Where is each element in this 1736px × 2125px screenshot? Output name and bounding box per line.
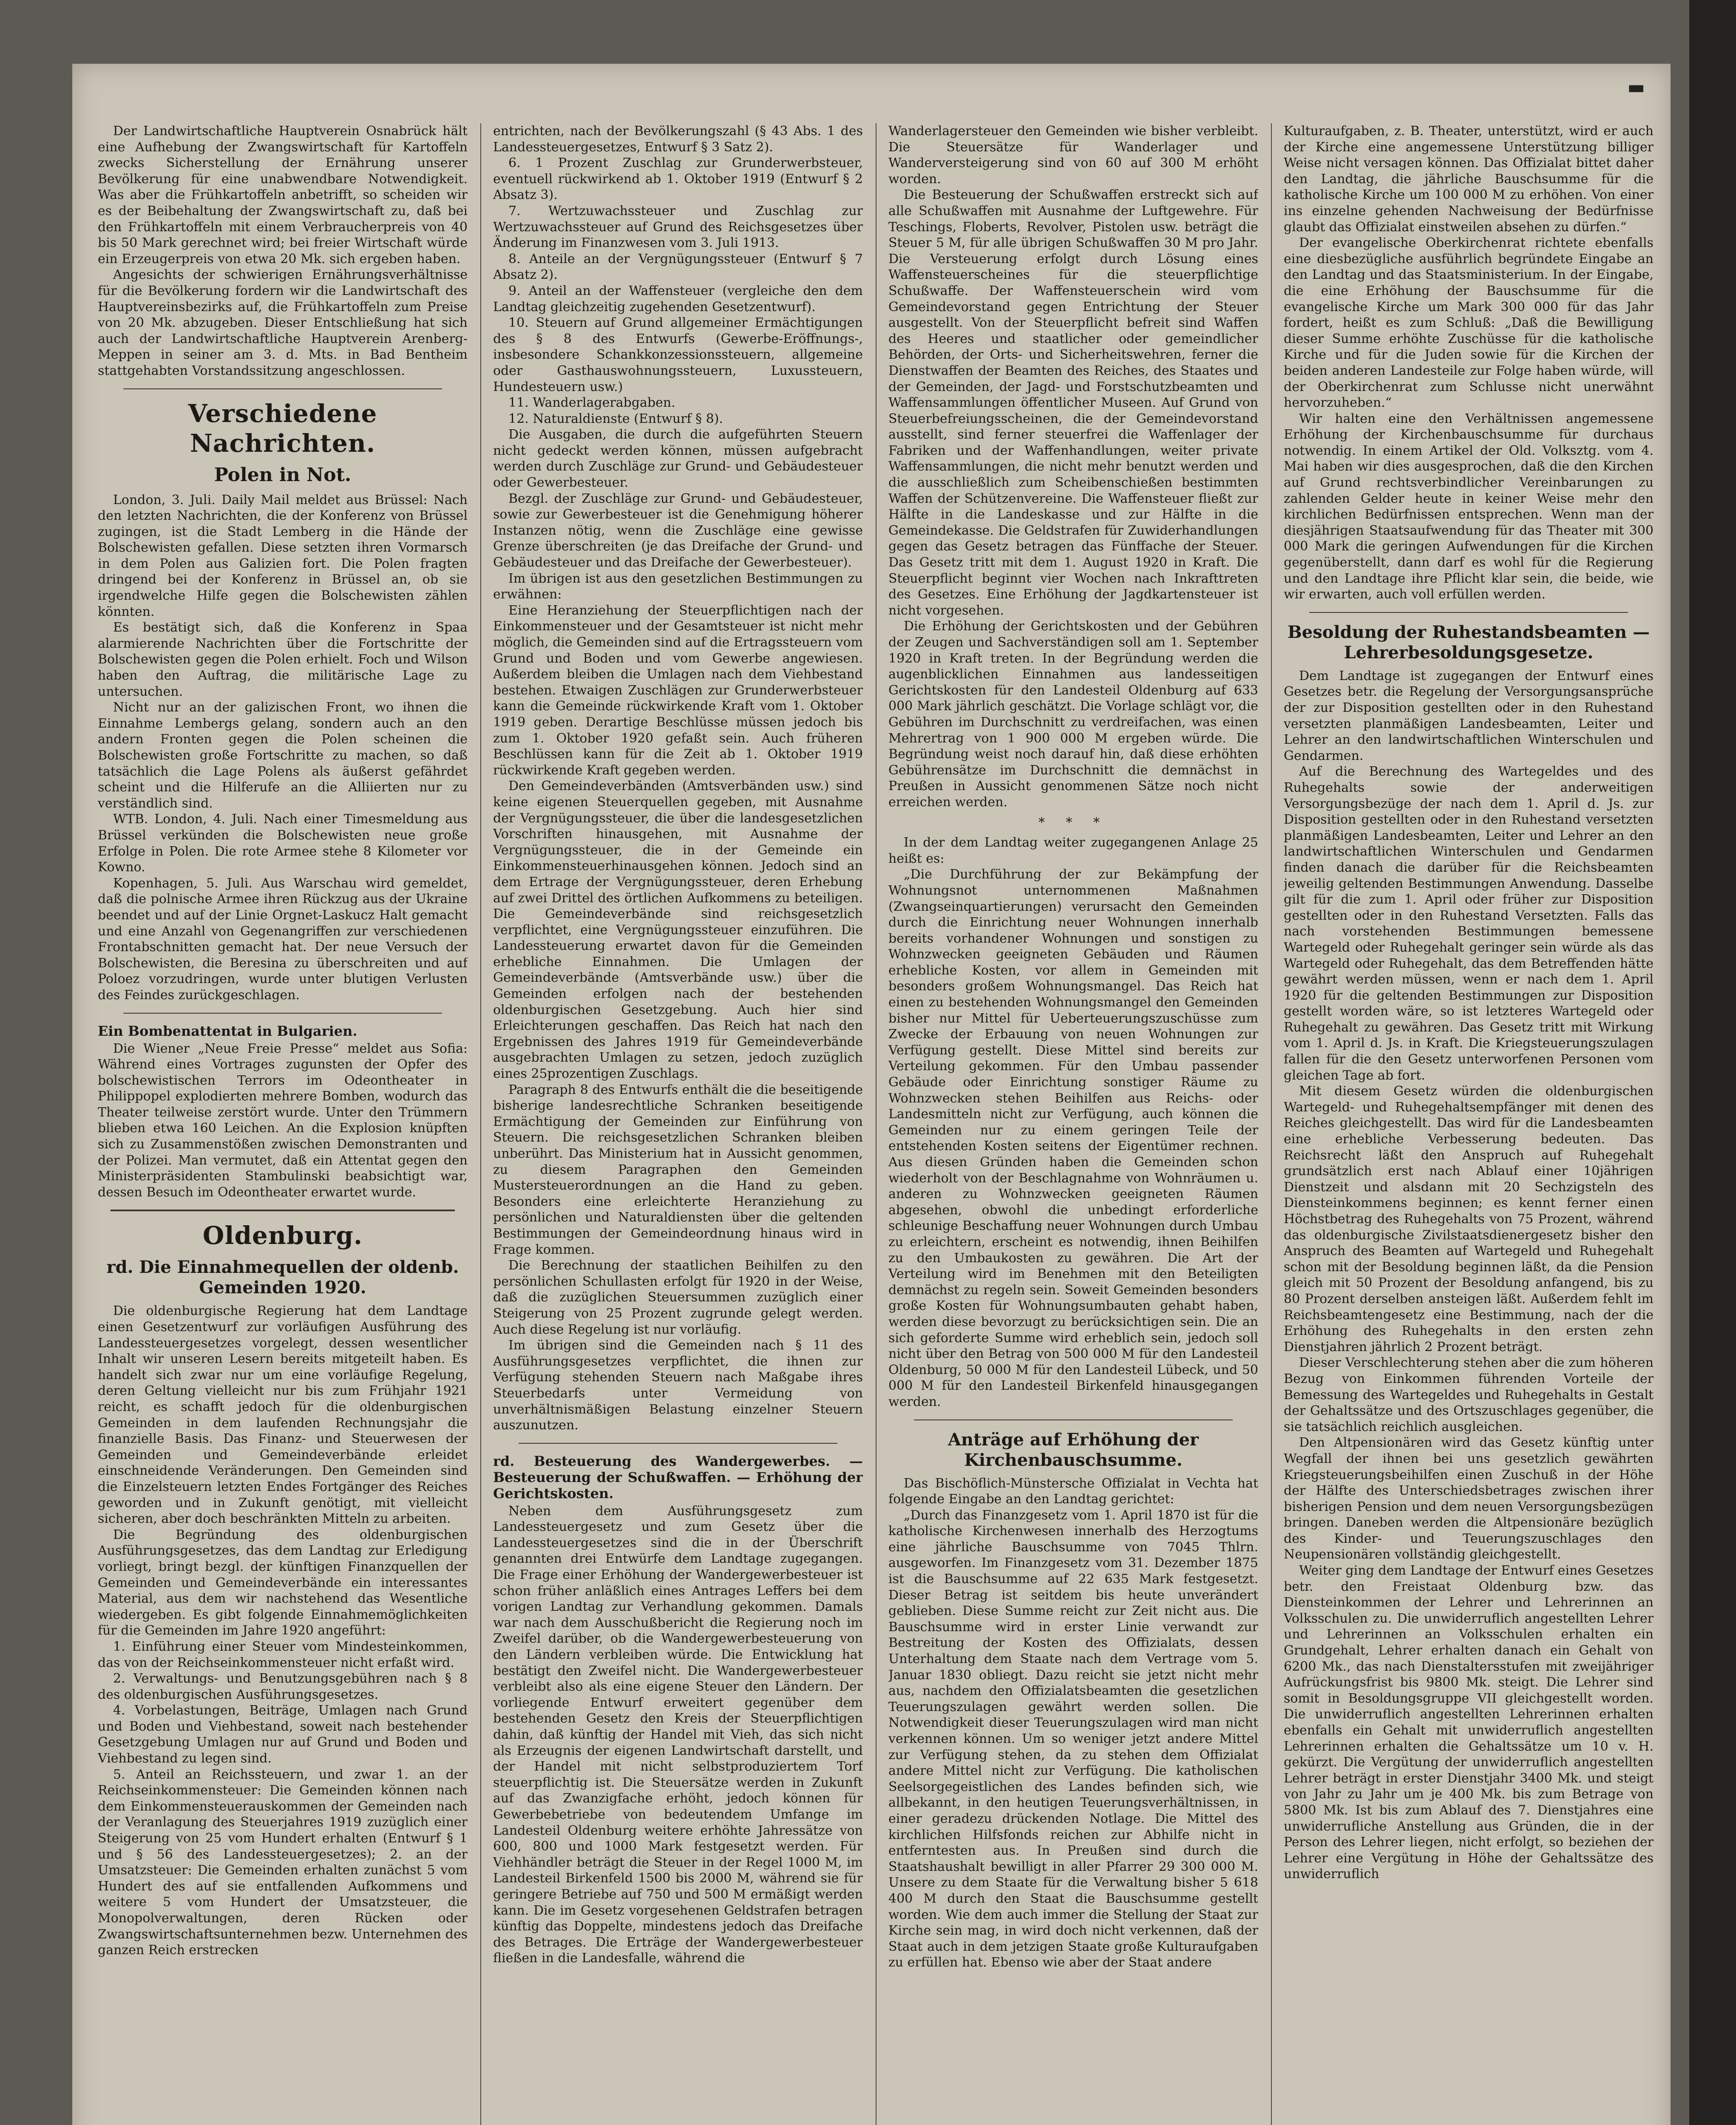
article-heading: rd. Besteuerung des Wandergewerbes. — Besteuerung der Schußwaffen. — Erhöhung der Gerichtskosten. [493,1453,863,1502]
article-paragraph: 11. Wanderlagerabgaben. [508,395,675,411]
article-heading: Anträge auf Erhöhung der Kirchenbauschsumme. [947,1429,1199,1470]
article-paragraph: Der Landwirtschaftliche Hauptverein Osnabrück hält eine Aufhebung der Zwangswirtschaft für Kartoffeln zwecks Sicherstellung der Ernährung unserer Bevölkerung für eine unabwendbare Notwendigkeit. Was aber die Frühkartoffeln anbetrifft, so scheiden wir es der Beibehaltung der Zwangswirtschaft zu, daß bei den Frühkartoffeln mit einem Verbraucherpreis von 40 bis 50 Mark gerechnet wird; bei freier Wirtschaft würde ein Erzeugerpreis von etwa 20 Mk. sich ergeben haben. [98,124,468,266]
column-4 [1284,123,1654,2125]
article-paragraph: 8. Anteile an der Vergnügungssteuer (Entwurf § 7 Absatz 2). [493,251,863,283]
article-paragraph: Im übrigen ist aus den gesetzlichen Bestimmungen zu erwähnen: [493,571,863,602]
article-paragraph: Die Berechnung der staatlichen Beihilfen zu den persönlichen Schullasten erfolgt für 1920 in der Weise, daß die zuzüglichen Steuersummen zuzüglich einer Steigerung von 25 Prozent zugrunde gelegt werden. Auch diese Regelung ist nur vorläufig. [493,1258,863,1337]
article-paragraph: 12. Naturaldienste (Entwurf § 8). [508,411,723,426]
article-paragraph: 9. Anteil an der Waffensteuer (vergleiche den dem Landtag gleichzeitig zugehenden Gesetzentwurf). [493,283,863,314]
article-paragraph: 7. Wertzuwachssteuer und Zuschlag zur Wertzuwachssteuer auf Grund des Reichsgesetzes über Änderung im Finanzwesen vom 3. Juli 1913. [493,203,863,251]
article-paragraph: Paragraph 8 des Entwurfs enthält die die beseitigende bisherige landesrechtliche Schranken beseitigende Ermächtigung der Gemeinden zur Einführung von Steuern. Die reichsgesetzlichen Schranken bleiben unberührt. Das Ministerium hat in Aussicht genommen, zu diesem Paragraphen den Gemeinden Mustersteuerordnungen an die Hand zu geben. Besonders eine erleichterte Heranziehung zu persönlichen und Naturaldiensten über die geltenden Bestimmungen der Gemeindeordnung hinaus wird in Frage kommen. [493,1082,863,1257]
article-paragraph: Der evangelische Oberkirchenrat richtete ebenfalls eine diesbezügliche ausführlich begründete Eingabe an den Landtag und das Staatsministerium. In der Eingabe, die eine Erhöhung der Bauschsumme für die evangelische Kirche um Mark 300 000 für das Jahr fordert, heißt es zum Schluß: „Daß die Bewilligung dieser Summe erhöhte Zuschüsse für die katholische Kirche und für die Juden sowie für die Kirchen der beiden anderen Landesteile zur Folge haben würde, will der Oberkirchenrat zum Schlusse nicht unerwähnt hervorzuheben.“ [1284,235,1654,411]
article-paragraph: Dem Landtage ist zugegangen der Entwurf eines Gesetzes betr. die Regelung der Versorgungsansprüche der zur Disposition gestellten oder in den Ruhestand versetzten planmäßigen Landesbeamten, Leiter und Lehrer an den landwirtschaftlichen Winterschulen und Gendarmen. [1284,668,1654,763]
newspaper-page [72,64,1671,2125]
page-edge-mark: ▬ [1627,76,1645,98]
article-paragraph: Im übrigen sind die Gemeinden nach § 11 des Ausführungsgesetzes verpflichtet, die ihnen zur Verfügung stehenden Steuern nach Maßgabe ihres Steuerbedarfs unter Vermeidung von unverhältnismäßigen Belastung einzelner Steuern auszunutzen. [493,1338,863,1433]
article-paragraph: Das Bischöflich-Münstersche Offizialat in Vechta hat folgende Eingabe an den Landtag gerichtet: [888,1476,1258,1507]
article-paragraph: Die Erhöhung der Gerichtskosten und der Gebühren der Zeugen und Sachverständigen soll am 1. September 1920 in Kraft treten. In der Begründung werden die augenblicklichen Einnahmen aus landesseitigen Gerichtskosten für den Landesteil Oldenburg auf 633 000 Mark jährlich geschätzt. Die Vorlage schlägt vor, die Gebühren im Durchschnitt zu verdreifachen, was einen Mehrertrag von 1 900 000 M ergeben würde. Die Begründung weist noch darauf hin, daß diese erhöhten Gebührensätze im Durchschnitt die demnächst in Preußen in Aussicht genommenen Sätze noch nicht erreichen werden. [888,619,1258,810]
article-heading: rd. Die Einnahmequellen der oldenb. Gemeinden 1920. [106,1257,459,1298]
column-3 [888,123,1258,2125]
article-paragraph: Kopenhagen, 5. Juli. Aus Warschau wird gemeldet, daß die polnische Armee ihren Rückzug aus der Ukraine beendet und auf der Linie Orgnet-Laskucz Halt gemacht und eine Anzahl von Gegenangriffen zur verschiedenen Frontabschnitten gemacht hat. Der neue Versuch der Bolschewisten, die Beresina zu überschreiten und auf Poloez vorzudringen, wurde unter blutigen Verlusten des Feindes zurückgeschlagen. [98,876,468,1003]
article-paragraph: Nicht nur an der galizischen Front, wo ihnen die Einnahme Lembergs gelang, sondern auch an den andern Fronten gegen die Polen scheinen die Bolschewisten große Fortschritte zu machen, so daß tatsächlich die Lage Polens als äußerst gefährdet scheint und die Hilferufe an die Alliierten nur zu verständlich sind. [98,700,468,811]
article-paragraph: „Die Durchführung der zur Bekämpfung der Wohnungsnot unternommenen Maßnahmen (Zwangseinquartierungen) verursacht den Gemeinden durch die Einrichtung neuer Wohnungen innerhalb bereits vorhandener Wohnungen und sonstigen zu Wohnzwecken geeigneten Gebäuden und Räumen erhebliche Kosten, vor allem in Gemeinden mit besonders großem Wohnungsmangel. Das Reich hat einen zu bestehenden Wohnungsmangel den Gemeinden bisher nur Mittel für Ueberteuerungszuschüsse zum Zwecke der Erbauung von neuen Wohnungen zur Verfügung gestellt. Diese Mittel sind bereits zur Verteilung gekommen. Für den Umbau passender Gebäude oder Einrichtung sonstiger Räume zu Wohnzwecken stehen Beihilfen aus Reichs- oder Landesmitteln nicht zur Verfügung, auch können die Gemeinden nur zu einem geringen Teile der entstehenden Kosten seitens der Eigentümer rechnen. Aus diesen Gründen haben die Gemeinden schon wiederholt von der Beschlagnahme von Wohnräumen u. anderen zu Wohnzwecken geeigneten Räumen abgesehen, obwohl die unbedingt erforderliche schleunige Beschaffung neuer Wohnungen durch Umbau zu erleichtern, erscheint es notwendig, ihnen Beihilfen zu den Umbaukosten zu gewähren. Die Art der Verteilung wird im Benehmen mit den Beteiligten demnächst zu regeln sein. Soweit Gemeinden besonders große Kosten für Wohnungsumbauten gehabt haben, werden diese bevorzugt zu berücksichtigen sein. Die an sich geforderte Summe wird erheblich sein, jedoch soll nicht über den Betrag von 500 000 M für den Landesteil Oldenburg, 50 000 M für den Landesteil Lübeck, und 50 000 M für den Landesteil Birkenfeld hinausgegangen werden. [888,867,1258,1409]
scan-edge [1689,0,1736,2125]
article-paragraph: WTB. London, 4. Juli. Nach einer Timesmeldung aus Brüssel verkünden die Bolschewisten neue große Erfolge in Polen. Die rote Armee stehe 8 Kilometer vor Kowno. [98,812,468,875]
article-paragraph: Eine Heranziehung der Steuerpflichtigen nach der Einkommensteuer und der Gesamtsteuer ist nicht mehr möglich, die Gemeinden sind auf die Ertragssteuern vom Grund und Boden und vom Gewerbe angewiesen. Außerdem bleiben die Umlagen nach dem Viehbestand bestehen. Etwaigen Zuschlägen zur Grunderwerbsteuer kann die Gemeinde rückwirkende Kraft vom 1. Oktober 1919 geben. Derartige Beschlüsse müssen jedoch bis zum 1. Oktober 1920 gefaßt sein. Auch früheren Beschlüssen kann für die Zeit ab 1. Oktober 1919 rückwirkende Kraft gegeben werden. [493,603,863,778]
section-heading: Verschiedene Nachrichten. [188,399,377,458]
article-paragraph: 5. Anteil an Reichssteuern, und zwar 1. an der Reichseinkommensteuer: Die Gemeinden können nach dem Einkommensteuerauskommen der Gemeinden nach der Veranlagung des Steuerjahres 1919 zuzüglich einer Steigerung von 25 vom Hundert erhalten (Entwurf § 1 und § 56 des Landessteuergesetzes); 2. an der Umsatzsteuer: Die Gemeinden erhalten zunächst 5 vom Hundert des auf sie entfallenden Aufkommens und weitere 5 vom Hundert der Umsatzsteuer, die Monopolverwaltungen, deren Rücken oder Zwangswirtschaftsunternehmen bezw. Unternehmen des ganzen Reich erstrecken [98,1767,468,1958]
article-paragraph: Die Ausgaben, die durch die aufgeführten Steuern nicht gedeckt werden können, müssen aufgebracht werden durch Zuschläge zur Grund- und Gebäudesteuer oder Gewerbesteuer. [493,427,863,490]
article-paragraph: Die oldenburgische Regierung hat dem Landtage einen Gesetzentwurf zur vorläufigen Ausführung des Landessteuergesetzes vorgelegt, dessen wesentlicher Inhalt wir unseren Lesern bereits mitgeteilt haben. Es handelt sich zwar nur um eine vorläufige Regelung, deren Geltung vielleicht nur bis zum Frühjahr 1921 reicht, es schafft jedoch für die oldenburgischen Gemeinden in dem laufenden Rechnungsjahr die finanzielle Basis. Das Finanz- und Steuerwesen der Gemeinden und Gemeindeverbände erleidet einschneidende Veränderungen. Den Gemeinden sind die Einzelsteuern letzten Endes Fortgänger des Reiches geworden und in Zukunft genötigt, mit vielleicht sicheren, aber doch beschränkten Mitteln zu arbeiten. [98,1303,468,1527]
article-paragraph: 6. 1 Prozent Zuschlag zur Grunderwerbsteuer, eventuell rückwirkend ab 1. Oktober 1919 (Entwurf § 2 Absatz 3). [493,156,863,203]
article-paragraph: Die Begründung des oldenburgischen Ausführungsgesetzes, das dem Landtag zur Erledigung vorliegt, bringt bezgl. der künftigen Finanzquellen der Gemeinden und Gemeindeverbände ein interessantes Material, aus dem wir nachstehend das Wesentliche wiedergeben. Es gibt folgende Einnahmemöglichkeiten für die Gemeinden im Jahre 1920 angeführt: [98,1527,468,1638]
article-paragraph: entrichten, nach der Bevölkerungszahl (§ 43 Abs. 1 des Landessteuergesetzes, Entwurf § 3 Satz 2). [493,124,863,155]
article-heading: Ein Bombenattentat in Bulgarien. [98,1023,357,1039]
separator [519,1443,837,1444]
article-heading: Polen in Not. [214,464,352,486]
article-paragraph: Auf die Berechnung des Wartegeldes und des Ruhegehalts sowie der anderweitigen Versorgungsbezüge der nach dem 1. April d. Js. zur Disposition gestellten oder in den Ruhestand versetzten planmäßigen Landesbeamten, Leiter und Lehrer an den landwirtschaftlichen Winterschulen und Gendarmen finden danach die darüber für die Reichsbeamten jeweilig geltenden Bestimmungen Anwendung. Dasselbe gilt für die zum 1. April oder früher zur Disposition gestellten oder in den Ruhestand Versetzten. Falls das nach vorstehenden Bestimmungen bemessene Wartegeld oder Ruhegehalt geringer sein würde als das Wartegeld oder Ruhegehalt, das dem Betreffenden hätte gewährt werden müssen, wenn er nach dem 1. April 1920 für die geltenden Bestimmungen zur Disposition gestellt worden wäre, so ist letzteres Wartegeld oder Ruhegehalt zu gewähren. Das Gesetz tritt mit Wirkung vom 1. April d. Js. in Kraft. Die Kriegsteuerungszulagen fallen für die den Gesetz unterworfenen Personen vom gleichen Tage ab fort. [1284,764,1654,1083]
article-paragraph: London, 3. Juli. Daily Mail meldet aus Brüssel: Nach den letzten Nachrichten, die der Konferenz von Brüssel zugingen, ist die Stadt Lemberg in die Hände der Bolschewisten gefallen. Diese setzten ihren Vormarsch in dem Polen aus Galizien fort. Die Polen fragten dringend bei der Konferenz in Brüssel an, ob sie irgendwelche Hilfe gegen die Bolschewisten zählen könnten. [98,492,468,619]
article-paragraph: 4. Vorbelastungen, Beiträge, Umlagen nach Grund und Boden und Viehbestand, soweit nach bestehender Gesetzgebung Umlagen nur auf Grund und Boden und Viehbestand zu legen sind. [98,1703,468,1766]
column-rule [876,123,877,2125]
article-paragraph: Dieser Verschlechterung stehen aber die zum höheren Bezug von Einkommen führenden Vorteile der Bemessung des Wartegeldes und Ruhegehalts in Gestalt der Gehaltssätze und des Ortszuschlages gegenüber, die sie tatsächlich reichlich ausgleichen. [1284,1355,1654,1434]
column-2 [493,123,863,2125]
article-paragraph: Wanderlagersteuer den Gemeinden wie bisher verbleibt. Die Steuersätze für Wanderlager und Wanderversteigerung sind von 60 auf 300 M erhöht worden. [888,124,1258,187]
section-stars: * * * [1038,815,1109,830]
column-rule [1271,123,1272,2125]
article-paragraph: In der dem Landtag weiter zugegangenen Anlage 25 heißt es: [888,835,1258,866]
article-paragraph: 2. Verwaltungs- und Benutzungsgebühren nach § 8 des oldenburgischen Ausführungsgesetzes. [98,1671,468,1702]
separator [1309,612,1628,613]
article-paragraph: Den Gemeindeverbänden (Amtsverbänden usw.) sind keine eigenen Steuerquellen gegeben, mit Ausnahme der Vergnügungssteuer, die über die landesgesetzlichen Vorschriften hinausgehen, mit Ausnahme der Vergnügungssteuer, die in der Gemeinde ein Einkommensteuerhinausgehen können. Jedoch sind an dem Ertrage der Vergnügungssteuer, deren Erhebung auf zwei Drittel des örtlichen Aufkommens zu beteiligen. Die Gemeindeverbände sind reichsgesetzlich verpflichtet, eine Vergnügungssteuer einzuführen. Die Landessteuerung erwartet davon für die Gemeinden erhebliche Einnahmen. Die Umlagen der Gemeindeverbände (Amtsverbände usw.) über die Gemeinden erfolgen nach der bestehenden oldenburgischen Gesetzgebung. Auch hier sind Erleichterungen geschaffen. Das Reich hat nach den Ergebnissen des Jahres 1919 für Gemeindeverbände ausgebrachten Umlagen zu setzen, jedoch zuzüglich eines 25prozentigen Zuschlags. [493,779,863,1082]
article-paragraph: Neben dem Ausführungsgesetz zum Landessteuergesetz und zum Gesetz über die Landessteuergesetzes sind die in der Überschrift genannten drei Entwürfe dem Landtage zugegangen. Die Frage einer Erhöhung der Wandergewerbesteuer ist schon früher anläßlich eines Antrages Leffers bei dem vorigen Landtag zur Verhandlung gekommen. Damals war nach dem Ausschußbericht die Regierung noch im Zweifel darüber, ob die Wandergewerbesteuerung von den Ländern verbleiben würde. Die Entwicklung hat bestätigt den Zweifel nicht. Die Wandergewerbesteuer verbleibt also als eine eigene Steuer den Ländern. Der vorliegende Entwurf erweitert gegenüber dem bestehenden Gesetz den Kreis der Steuerpflichtigen dahin, daß künftig der Handel mit Vieh, das sich nicht als Erzeugnis der eigenen Landwirtschaft darstellt, und der Handel mit nicht selbstproduziertem Torf steuerpflichtig ist. Die Steuersätze werden in Zukunft auf das Zwanzigfache erhöht, jedoch können für Gewerbebetriebe von bedeutendem Umfange im Landesteil Oldenburg weitere erhöhte Jahressätze von 600, 800 und 1000 Mark festgesetzt werden. Für Viehhändler beträgt die Steuer in der Regel 1000 M, im Landesteil Birkenfeld 1500 bis 2000 M, während sie für geringere Betriebe auf 750 und 500 M ermäßigt werden kann. Die im Gesetz vorgesehenen Geldstrafen betragen künftig das Doppelte, mindestens jedoch das Dreifache des Betrages. Die Erträge der Wandergewerbesteuer fließen in die Landesfalle, während die [493,1503,863,1966]
column-rule [480,123,481,2125]
section-heading: Oldenburg. [202,1221,363,1250]
separator [123,388,442,389]
article-paragraph: „Durch das Finanzgesetz vom 1. April 1870 ist für die katholische Kirchenwesen innerhalb des Herzogtums eine jährliche Bauschsumme von 7045 Thlrn. ausgeworfen. Im Finanzgesetz vom 31. Dezember 1875 ist die Bauschsumme auf 22 635 Mark festgesetzt. Dieser Betrag ist seitdem bis heute unverändert geblieben. Diese Summe reicht zur Zeit nicht aus. Die Bauschsumme wird in erster Linie verwandt zur Bestreitung der Kosten des Offizialats, dessen Unterhaltung dem Staate nach dem Vertrage vom 5. Januar 1830 obliegt. Dazu reicht sie jetzt nicht mehr aus, nachdem den Offizialatsbeamten die gesetzlichen Teuerungszulagen gewährt werden sollen. Die Notwendigkeit dieser Teuerungszulagen wird man nicht verkennen können. Um so weniger jetzt andere Mittel zur Verfügung stehen, da zu stehen dem Offizialat andere Mittel nicht zur Verfügung. Die katholischen Seelsorgegeistlichen des Landes befinden sich, wie allbekannt, in den heutigen Teuerungsverhältnissen, in einer geradezu drückenden Notlage. Die Mittel des kirchlichen Hilfsfonds reichen zur Abhilfe nicht in entferntesten aus. In Preußen sind durch die Staatshaushalt bewilligt in aller Pfarrer 29 300 000 M. Unsere zu dem Staate für die Verwaltung bisher 5 618 400 M durch den Staat die Bauschsumme gestellt worden. Wie dem auch immer die Stellung der Staat zur Kirche sein mag, in wird doch nicht verkennen, daß der Staat auch in dem jetzigen Staate große Kulturaufgaben zu erfüllen hat. Ebenso wie aber der Staat andere [888,1507,1258,1970]
article-paragraph: Bezgl. der Zuschläge zur Grund- und Gebäudesteuer, sowie zur Gewerbesteuer ist die Genehmigung höherer Instanzen nötig, wenn die Zuschläge eine gewisse Grenze überschreiten (je das Dreifache der Grund- und Gebäudesteuer und das Dreifache der Gewerbesteuer). [493,491,863,570]
separator [111,1210,455,1211]
article-paragraph: Kulturaufgaben, z. B. Theater, unterstützt, wird er auch der Kirche eine angemessene Unterstützung billiger Weise nicht versagen können. Das Offizialat bittet daher den Landtag, die jährliche Bauschsumme für die katholische Kirche um 100 000 M zu erhöhen. Von einer ins einzelne gehenden Nachweisung der Bedürfnisse glaubt das Offizialat einstweilen absehen zu dürfen.“ [1284,124,1654,235]
article-paragraph: Die Besteuerung der Schußwaffen erstreckt sich auf alle Schußwaffen mit Ausnahme der Luftgewehre. Für Teschings, Floberts, Revolver, Pistolen usw. beträgt die Steuer 5 M, für alle übrigen Schußwaffen 30 M pro Jahr. Die Versteuerung erfolgt durch Lösung eines Waffensteuerscheines für die steuerpflichtige Schußwaffe. Der Waffensteuerschein wird vom Gemeindevorstand gegen Entrichtung der Steuer ausgestellt. Von der Steuerpflicht befreit sind Waffen des Heeres und staatlicher oder gemeindlicher Behörden, der Orts- und Sicherheitswehren, ferner die Dienstwaffen der Beamten des Reiches, des Staates und der Gemeinden, der Jagd- und Forstschutzbeamten und Waffensammlungen öffentlicher Museen. Auf Grund von Steuerbefreiungsscheinen, die der Gemeindevorstand ausstellt, sind ferner steuerfrei die Waffenlager der Fabriken und der Waffenhandlungen, weiter private Waffensammlungen, die nicht mehr benutzt werden und die ausschließlich zum Scheibenschießen bestimmten Waffen der Schützenvereine. Die Waffensteuer fließt zur Hälfte in die Landeskasse und zur Hälfte in die Gemeindekasse. Die Geldstrafen für Zuwiderhandlungen gegen das Gesetz betragen das Fünffache der Steuer. Das Gesetz tritt mit dem 1. August 1920 in Kraft. Die Steuerpflicht beginnt vier Wochen nach Inkrafttreten des Gesetzes. Eine Erhöhung der Jagdkartensteuer ist nicht vorgesehen. [888,187,1258,618]
article-paragraph: Den Altpensionären wird das Gesetz künftig unter Wegfall der ihnen bei uns gesetzlich gewährten Kriegsteuerungsbeihilfen einen Zuschuß in der Höhe der Hälfte des Unterschiedsbetrages zwischen ihrer bisherigen Pension und dem neuen Versorgungsbezügen bringen. Daneben werden die Altpensionäre bezüglich des Kinder- und Teuerungszuschlages den Neupensionären vollständig gleichgestellt. [1284,1435,1654,1562]
article-paragraph: Die Wiener „Neue Freie Presse“ meldet aus Sofia: Während eines Vortrages zugunsten der Opfer des bolschewistischen Terrors im Odeontheater in Philippopel explodierten mehrere Bomben, wodurch das Theater teilweise zerstört wurde. Unter den Trümmern blieben etwa 160 Leichen. An die Explosion knüpften sich zu Zusammenstößen zwischen Demonstranten und der Polizei. Man vermutet, daß ein Attentat gegen den Ministerpräsidenten Stambulinski beabsichtigt war, dessen Besuch im Odeontheater erwartet wurde. [98,1041,468,1200]
article-paragraph: Weiter ging dem Landtage der Entwurf eines Gesetzes betr. den Freistaat Oldenburg bzw. das Diensteinkommen der Lehrer und Lehrerinnen an Volksschulen zu. Die unwiderruflich angestellten Lehrer und Lehrerinnen an Volksschulen erhalten ein Grundgehalt, Lehrer erhalten danach ein Gehalt von 6200 Mk., das nach Dienstaltersstufen mit zweijähriger Aufrückungsfrist bis 9800 Mk. steigt. Die Lehrer sind somit in Besoldungsgruppe VII gleichgestellt worden. Die unwiderruflich angestellten Lehrerinnen erhalten ebenfalls ein Gehalt mit unwiderruflich angestellten Lehrerinnen erhalten die Gehaltssätze um 10 v. H. gekürzt. Die Vergütung der unwiderruflich angestellten Lehrer beträgt in erster Dienstjahr 3400 Mk. und steigt von Jahr zu Jahr um je 400 Mk. bis zum Betrage von 5800 Mk. Ist bis zum Ablauf des 7. Dienstjahres eine unwiderrufliche Anstellung aus Gründen, die in der Person des Lehrer liegen, nicht erfolgt, so beziehen der Lehrer eine Vergütung in Höhe der Gehaltssätze des unwiderruflich [1284,1563,1654,1882]
article-heading: Besoldung der Ruhestandsbeamten — Lehrerbesoldungsgesetze. [1287,622,1650,663]
article-paragraph: 1. Einführung einer Steuer vom Mindesteinkommen, das von der Reichseinkommensteuer nicht erfaßt wird. [98,1639,468,1670]
article-paragraph: 10. Steuern auf Grund allgemeiner Ermächtigungen des § 8 des Entwurfs (Gewerbe-Eröffnungs-, insbesondere Schankkonzessionssteuern, allgemeine oder Gasthauswohnungssteuern, Luxussteuern, Hundesteuern usw.) [493,315,863,394]
article-paragraph: Es bestätigt sich, daß die Konferenz in Spaa alarmierende Nachrichten über die Fortschritte der Bolschewisten gegen die Polen erhielt. Foch und Wilson haben den Auftrag, die militärische Lage zu untersuchen. [98,620,468,699]
separator [123,1013,442,1014]
article-paragraph: Mit diesem Gesetz würden die oldenburgischen Wartegeld- und Ruhegehaltsempfänger mit denen des Reiches gleichgestellt. Das wird für die Landesbeamten eine erhebliche Verbesserung bedeuten. Das Reichsrecht läßt den Anspruch auf Ruhegehalt grundsätzlich erst nach Ablauf einer 10jährigen Dienstzeit und alsdann mit 20 Sechzigsteln des Diensteinkommens beginnen; es kennt ferner einen Höchstbetrag des Ruhegehalts von 75 Prozent, während das oldenburgische Zivilstaatsdienergesetz bisher den Anspruch des Beamten auf Wartegeld und Ruhegehalt schon mit der Besoldung beginnen läßt, da die Pension gleich mit 50 Prozent der Besoldung anfangend, bis zu 80 Prozent derselben ansteigen läßt. Außerdem fehlt im Reichsbeamtengesetz eine Bestimmung, nach der die Erhöhung des Ruhegehalts in den ersten zehn Dienstjahren jährlich 2 Prozent beträgt. [1284,1084,1654,1354]
article-paragraph: Wir halten eine den Verhältnissen angemessene Erhöhung der Kirchenbauschsumme für durchaus notwendig. In einem Artikel der Old. Volksztg. vom 4. Mai haben wir dies ausgesprochen, daß die den Kirchen auf Grund rechtsverbindlicher Vereinbarungen zu zahlenden Gelder heute in keiner Weise mehr den kirchlichen Bedürfnissen entsprechen. Wenn man der diesjährigen Staatsaufwendung für das Theater mit 300 000 Mark die geringen Aufwendungen für die Kirchen gegenüberstellt, dann darf es wohl für die Regierung und den Landtage ihre Pflicht klar sein, die beide, wie wir erwarten, auch voll erfüllen werden. [1284,411,1654,602]
column-1 [98,123,468,2125]
article-paragraph: Angesichts der schwierigen Ernährungsverhältnisse für die Bevölkerung fordern wir die Landwirtschaft des Hauptvereinsbezirks auf, die Frühkartoffeln zum Preise von 20 Mk. abzugeben. Dieser Entschließung hat sich auch der Landwirtschaftliche Hauptverein Arenberg-Meppen in seiner am 3. d. Mts. in Bad Bentheim stattgehabten Vorstandssitzung angeschlossen. [98,267,468,378]
